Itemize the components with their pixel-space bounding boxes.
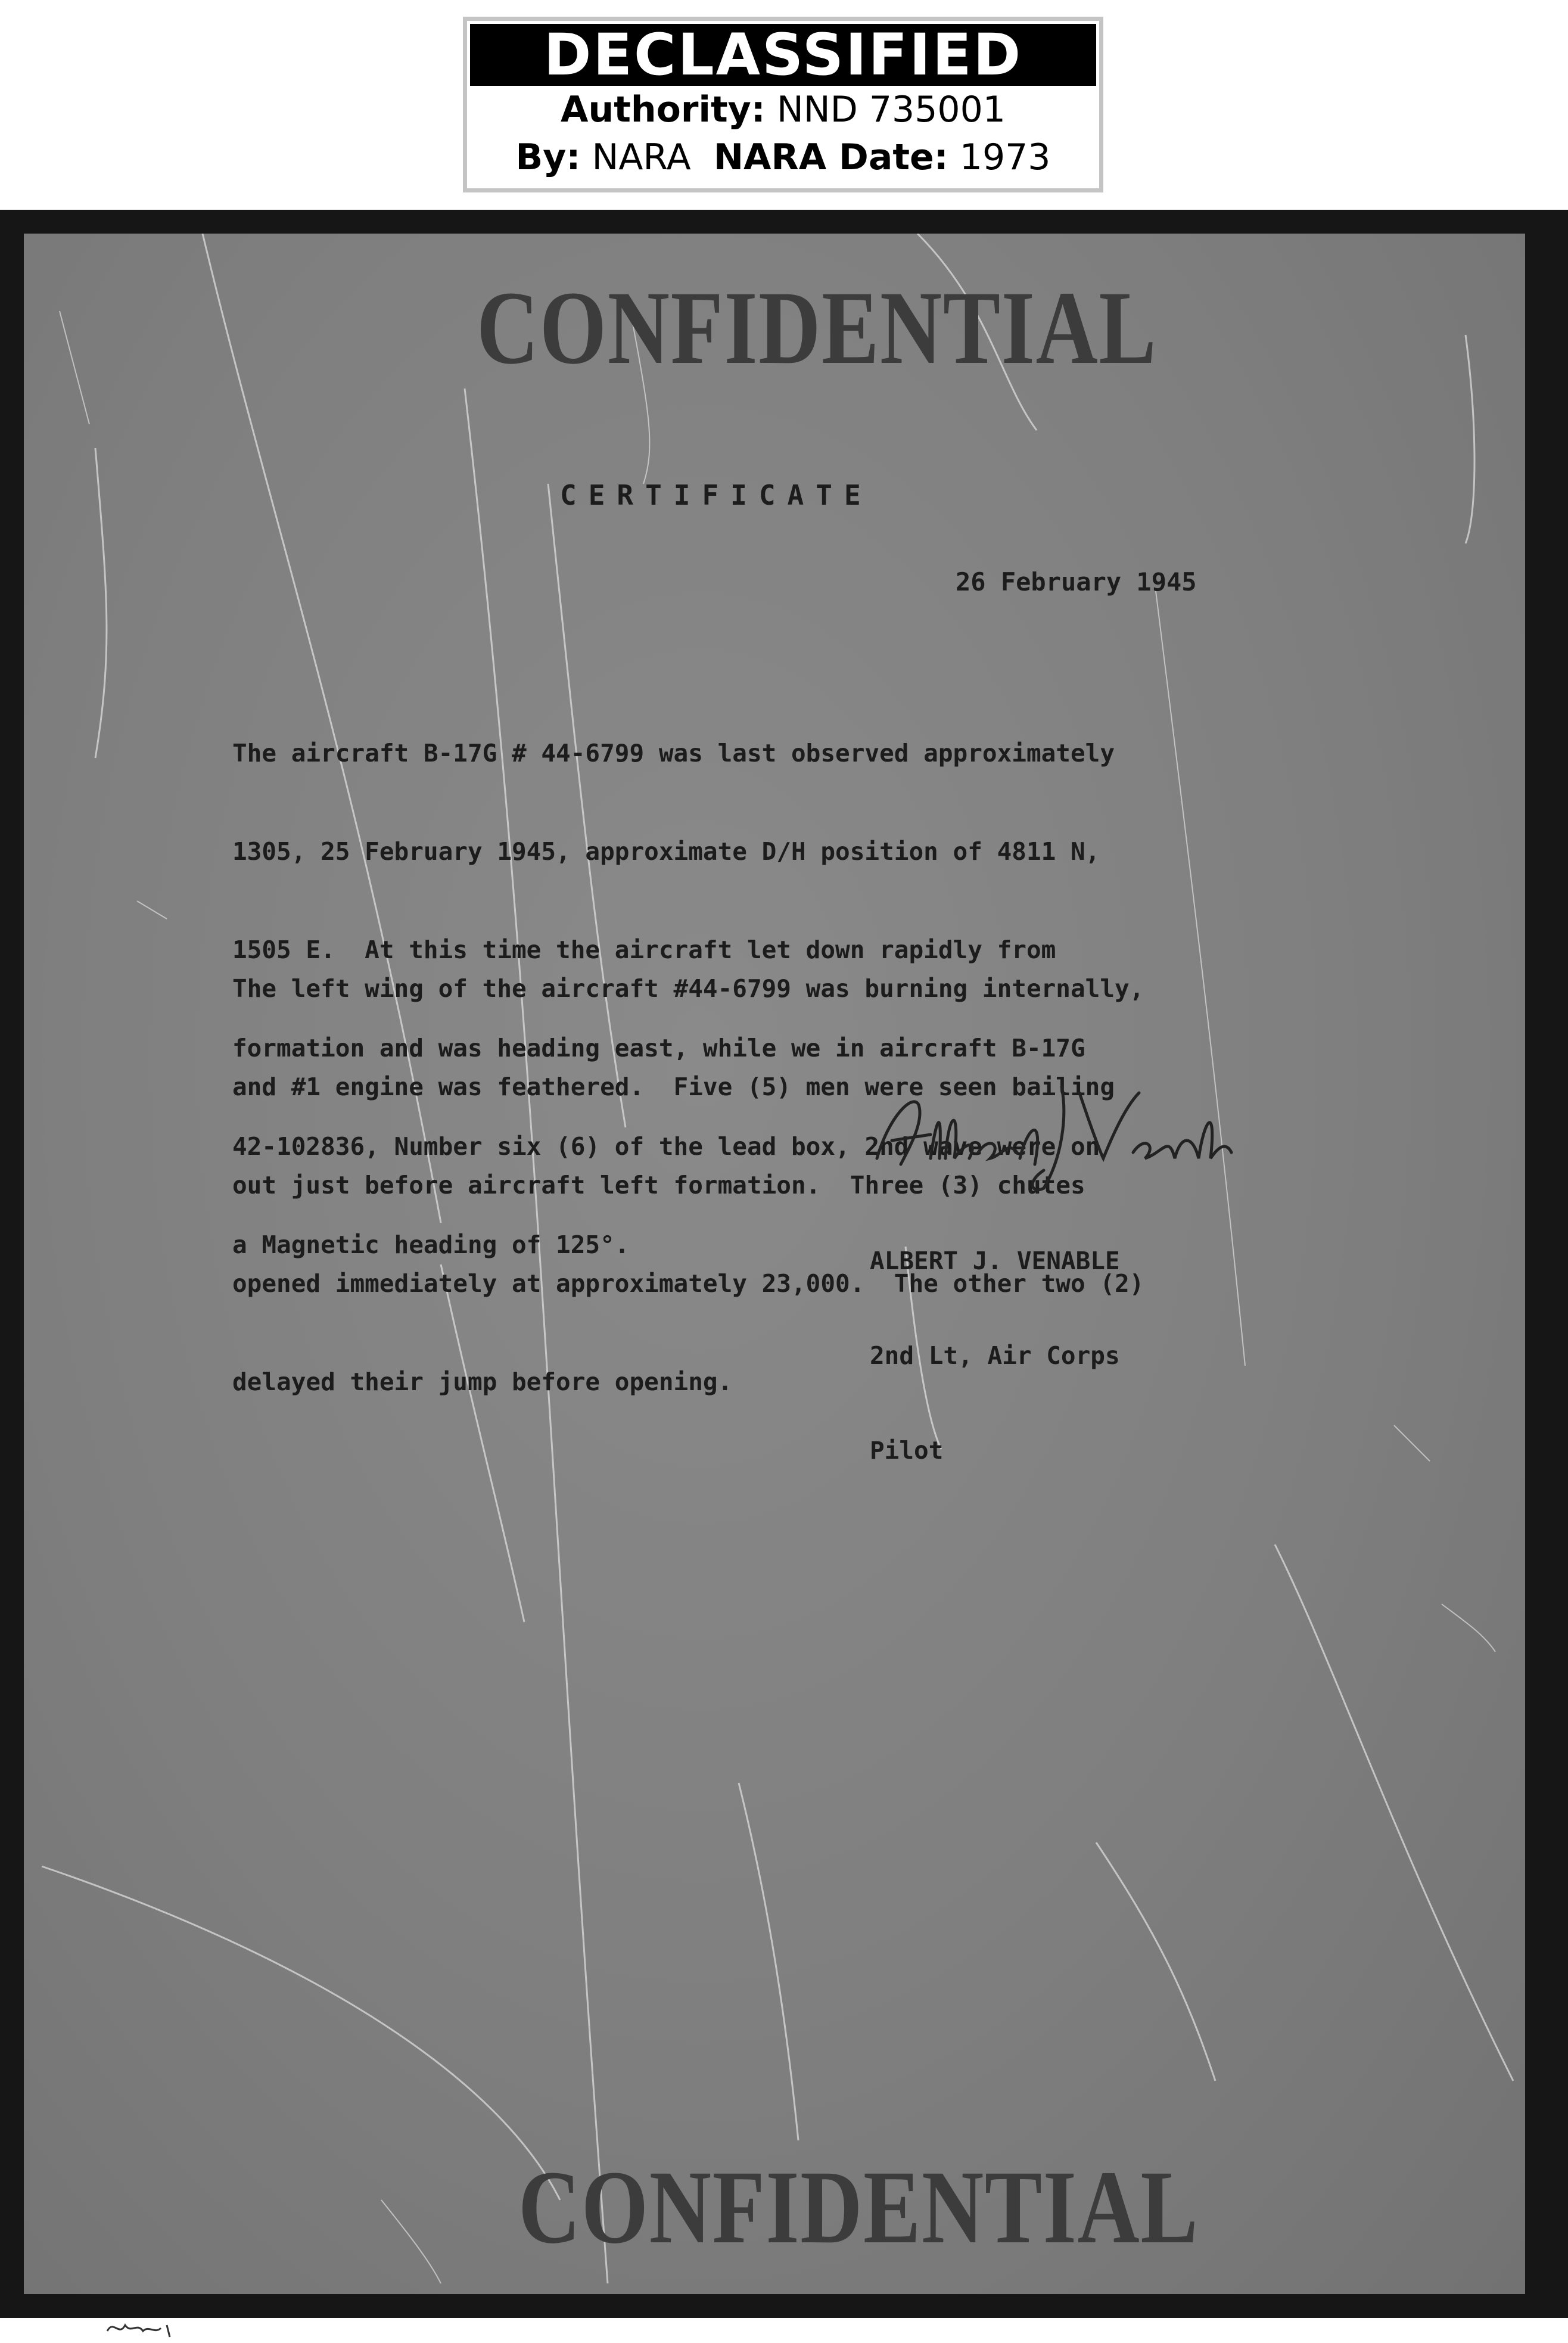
certificate-title: CERTIFICATE <box>560 479 873 511</box>
signer-rank: 2nd Lt, Air Corps <box>870 1341 1120 1370</box>
signer-role: Pilot <box>870 1436 944 1465</box>
stamp-authority-value: NND 735001 <box>776 89 1006 130</box>
paragraph-1-line: formation and was heading east, while we in aircraft B-17G <box>232 1034 1085 1062</box>
paragraph-1-line: 42-102836, Number six (6) of the lead box, 2nd wave were on <box>232 1132 1100 1161</box>
stamp-date-value: 1973 <box>959 136 1051 178</box>
paragraph-2-line: out just before aircraft left formation. Three (3) chutes <box>232 1171 1085 1200</box>
stamp-authority-line <box>467 86 1099 133</box>
paragraph-2-line: and #1 engine was feathered. Five (5) men were seen bailing <box>232 1073 1115 1101</box>
paragraph-2-line: delayed their jump before opening. <box>232 1368 733 1396</box>
paragraph-1-line: The aircraft B-17G # 44-6799 was last observed approximately <box>232 739 1115 767</box>
classification-bottom: CONFIDENTIAL <box>518 2149 1199 2266</box>
classification-top: CONFIDENTIAL <box>477 270 1158 386</box>
paragraph-2-line: opened immediately at approximately 23,000. The other two (2) <box>232 1269 1144 1298</box>
stamp-heading: DECLASSIFIED <box>470 24 1096 86</box>
signer-name: ALBERT J. VENABLE <box>870 1247 1120 1275</box>
signer-block <box>870 1182 1120 1530</box>
paragraph-2-line: The left wing of the aircraft #44-6799 was burning internally, <box>232 974 1144 1003</box>
document-photo <box>0 210 1568 2318</box>
stamp-date-label: NARA Date: <box>713 136 948 178</box>
paragraph-1-line: a Magnetic heading of 125°. <box>232 1230 630 1259</box>
stamp-authority-label: Authority: <box>561 89 766 130</box>
declassified-stamp <box>463 17 1103 192</box>
handwritten-signature <box>865 1069 1234 1194</box>
document-sheet <box>24 234 1525 2294</box>
paragraph-1-line: 1305, 25 February 1945, approximate D/H position of 4811 N, <box>232 837 1100 866</box>
paragraph-1-line: 1505 E. At this time the aircraft let down rapidly from <box>232 936 1056 964</box>
certificate-date: 26 February 1945 <box>956 567 1197 596</box>
stamp-by-value: NARA <box>592 136 691 178</box>
stamp-by-line <box>467 133 1099 181</box>
stamp-by-label: By: <box>515 136 581 178</box>
